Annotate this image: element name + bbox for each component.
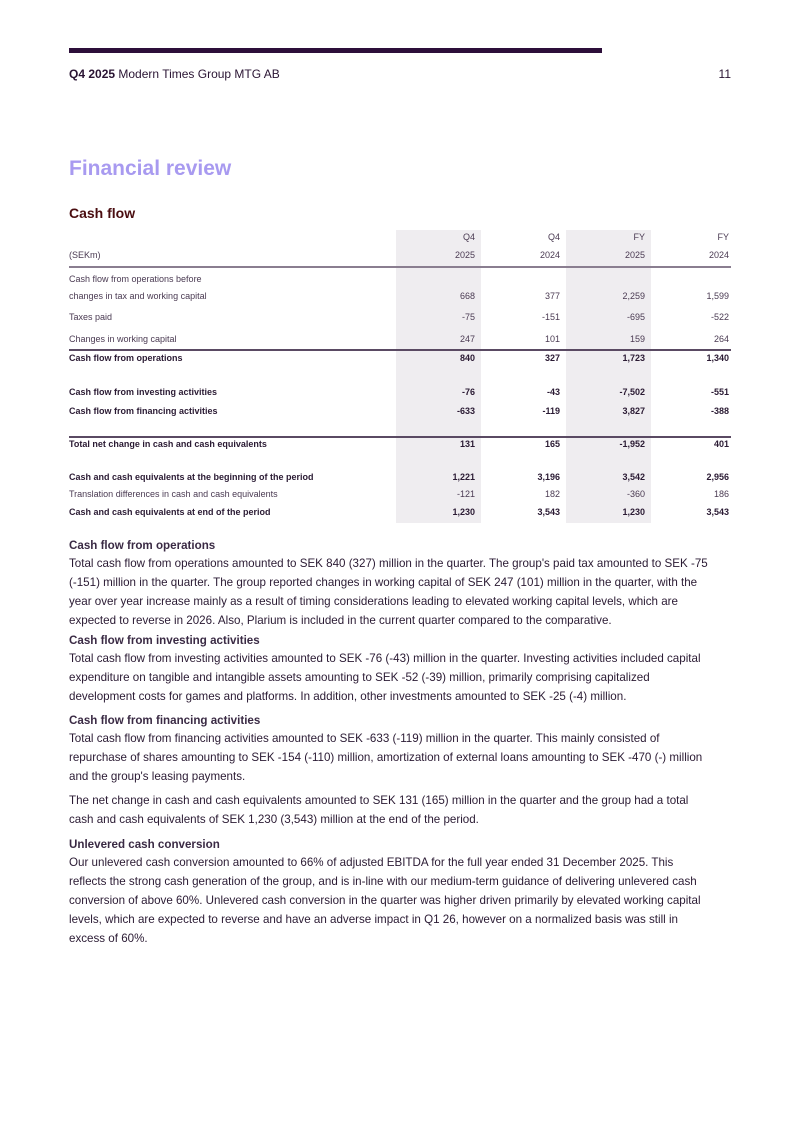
section-heading: Unlevered cash conversion [69,838,220,851]
cell-value: -388 [710,406,729,416]
cell-value: 840 [459,353,475,363]
column-header: 2024 [708,250,729,260]
cell-value: 1,230 [452,507,475,517]
text-section [69,712,739,786]
page-number: 11 [718,67,731,81]
text-section [69,537,739,630]
row-label: changes in tax and working capital [69,291,207,301]
table-row [69,334,731,348]
table-row [69,291,731,305]
cell-value: -633 [456,406,475,416]
cell-value: -121 [456,489,475,499]
paragraph-line: expected to reverse in 2026. Also, Plarium is included in the current quarter compared to the comparative. [69,614,612,627]
cell-value: 1,340 [706,353,729,363]
cell-value: 1,230 [622,507,645,517]
page-title: Financial review [69,157,232,180]
paragraph-line: expenditure on tangible and intangible assets amounting to SEK -52 (-39) million, primarily comprising capitalized [69,671,650,684]
table-row [69,353,731,367]
cell-value: 2,956 [706,472,729,482]
paragraph-line: (-151) million in the quarter. The group reported changes in working capital of SEK 247 (101) million in the quarter, with the [69,576,698,589]
paragraph-line: repurchase of shares amounting to SEK -154 (-110) million, amortization of external loans amounting to SEK -470 (-) million [69,751,703,764]
row-label: Taxes paid [69,312,113,322]
row-label: Translation differences in cash and cash equivalents [69,489,278,499]
row-label: Changes in working capital [69,334,177,344]
cell-value: 327 [544,353,560,363]
cell-value: -695 [626,312,645,322]
cell-value: 159 [629,334,645,344]
column-header: 2025 [624,250,645,260]
column-header: Q4 [462,232,475,242]
table-row [69,406,731,420]
cell-value: 264 [713,334,729,344]
column-header: 2024 [539,250,560,260]
table-row [69,489,731,503]
column-header: FY [633,232,645,242]
table-header-bottom [69,250,731,264]
row-label: Cash flow from operations before [69,274,202,284]
paragraph-line: development costs for games and platforms. In addition, other investments amounted to SEK -25 (-4) million. [69,690,627,703]
cell-value: 186 [713,489,729,499]
column-header: Q4 [547,232,560,242]
cell-value: -75 [461,312,475,322]
cell-value: 401 [713,439,729,449]
row-label: Cash and cash equivalents at the beginning of the period [69,472,314,482]
row-label: Cash flow from investing activities [69,387,218,397]
paragraph-line: excess of 60%. [69,932,148,945]
table-row [69,472,731,486]
header-period: Q4 2025 [69,67,116,81]
table-row [69,439,731,453]
section-heading: Cash flow from investing activities [69,634,260,647]
cell-value: -1,952 [619,439,645,449]
table-row [69,387,731,401]
cell-value: 2,259 [622,291,645,301]
header-rule [69,266,731,268]
row-label: Cash flow from operations [69,353,183,363]
subtotal-rule [69,349,731,351]
paragraph-line: reflects the strong cash generation of the group, and is in-line with our medium-term guidance of delivering unlevered cash [69,875,697,888]
paragraph-line: The net change in cash and cash equivalents amounted to SEK 131 (165) million in the quarter and the group had a total [69,794,689,807]
cell-value: -151 [541,312,560,322]
paragraph-line: Our unlevered cash conversion amounted to 66% of adjusted EBITDA for the full year ended 31 December 2025. This [69,856,674,869]
row-label: Total net change in cash and cash equivalents [69,439,267,449]
cell-value: 3,542 [622,472,645,482]
cell-value: 247 [459,334,475,344]
table-row [69,312,731,326]
text-section [69,791,739,829]
cell-value: 3,543 [537,507,560,517]
row-label: Cash and cash equivalents at end of the period [69,507,271,517]
text-section [69,632,739,706]
section-heading: Cash flow from financing activities [69,714,261,727]
total-rule [69,436,731,438]
cell-value: -522 [710,312,729,322]
cell-value: 3,543 [706,507,729,517]
header-title [69,67,280,81]
cell-value: 101 [544,334,560,344]
paragraph-line: Total cash flow from financing activities amounted to SEK -633 (-119) million in the quarter. This mainly consisted of [69,732,660,745]
paragraph-line: cash and cash equivalents of SEK 1,230 (3,543) million at the end of the period. [69,813,479,826]
paragraph-line: levels, which are expected to reverse and have an adverse impact in Q1 26, however on a normalized basis was still in [69,913,678,926]
cell-value: 377 [544,291,560,301]
paragraph-line: year over year increase mainly as a result of timing considerations leading to elevated working capital levels, which are [69,595,678,608]
paragraph-line: Total cash flow from operations amounted to SEK 840 (327) million in the quarter. The group's paid tax amounted to SEK -75 [69,557,708,570]
table-row [69,274,731,288]
cell-value: 1,723 [622,353,645,363]
cell-value: 3,196 [537,472,560,482]
table-row [69,507,731,521]
header-bar [69,48,602,53]
header-company: Modern Times Group MTG AB [118,67,280,81]
row-label: Cash flow from financing activities [69,406,218,416]
cell-value: -43 [546,387,560,397]
column-header: FY [717,232,729,242]
cell-value: -7,502 [619,387,645,397]
cell-value: 165 [544,439,560,449]
unit-label: (SEKm) [69,250,101,260]
cell-value: -119 [542,406,560,416]
cell-value: 182 [544,489,560,499]
section-title: Cash flow [69,205,136,221]
paragraph-line: conversion of above 60%. Unlevered cash conversion in the quarter was higher driven primarily by elevated working capital [69,894,701,907]
paragraph-line: Total cash flow from investing activities amounted to SEK -76 (-43) million in the quarter. Investing activities included capital [69,652,701,665]
column-header: 2025 [454,250,475,260]
cell-value: 668 [459,291,475,301]
table-header-top [69,232,731,246]
cell-value: -360 [626,489,645,499]
cell-value: 1,599 [706,291,729,301]
paragraph-line: and the group's leasing payments. [69,770,246,783]
cell-value: 3,827 [622,406,645,416]
cell-value: -76 [461,387,475,397]
text-section [69,836,739,948]
cell-value: 1,221 [452,472,475,482]
cell-value: -551 [710,387,729,397]
cell-value: 131 [459,439,475,449]
section-heading: Cash flow from operations [69,539,216,552]
